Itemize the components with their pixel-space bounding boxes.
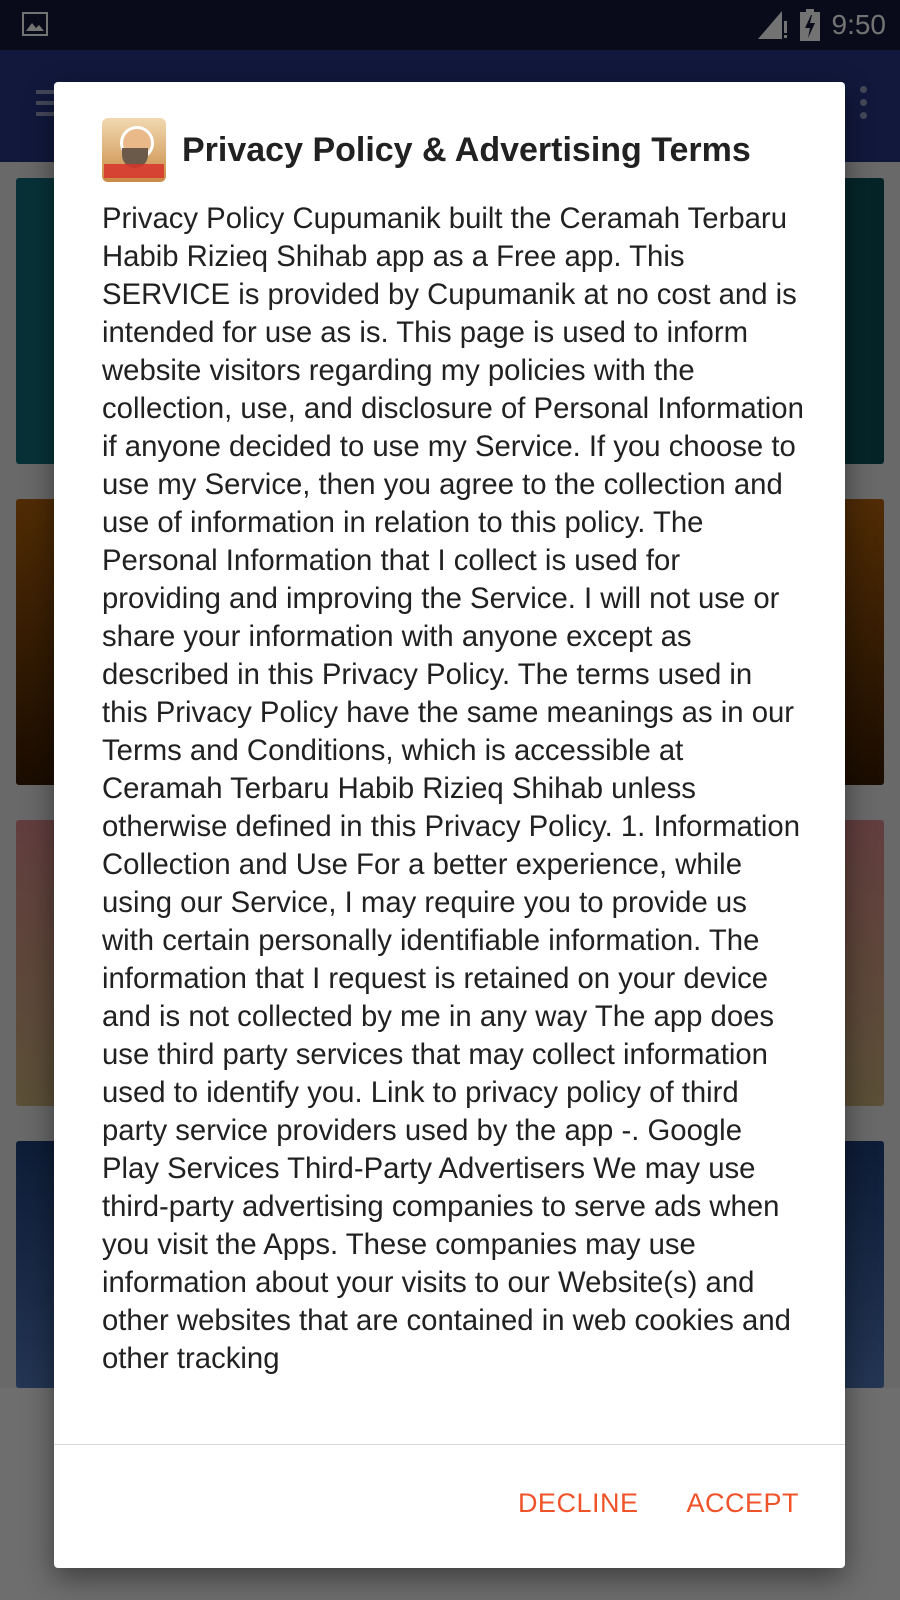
dialog-header xyxy=(102,118,815,182)
accept-button[interactable]: ACCEPT xyxy=(686,1488,799,1518)
privacy-dialog xyxy=(54,82,845,1568)
app-logo-icon xyxy=(102,118,166,182)
divider xyxy=(54,1444,845,1445)
decline-button[interactable]: DECLINE xyxy=(517,1488,639,1518)
dialog-body-text[interactable]: Privacy Policy Cupumanik built the Ceramah Terbaru Habib Rizieq Shihab app as a Free app. This SERVICE is provided by Cupumanik at no cost and is intended for use as is. This page is used to inform website visitors regarding my policies with the collection, use, and disclosure of Personal Information if anyone decided to use my Service. If you choose to use my Service, then you agree to the collection and use of information in relation to this policy. The Personal Information that I collect is used for providing and improving the Service. I will not use or share your information with anyone except as described in this Privacy Policy. The terms used in this Privacy Policy have the same meanings as in our Terms and Conditions, which is accessible at Ceramah Terbaru Habib Rizieq Shihab unless otherwise defined in this Privacy Policy. 1. Information Collection and Use For a better experience, while using our Service, I may require you to provide us with certain personally identifiable information. The information that I request is retained on your device and is not collected by me in any way The app does use third party services that may collect information used to identify you. Link to privacy policy of third party service providers used by the app -. Google Play Services Third-Party Advertisers We may use third-party advertising companies to serve ads when you visit the Apps. These companies may use information about your visits to our Website(s) and other websites that are contained in web cookies and other tracking xyxy=(102,202,804,1375)
dialog-title: Privacy Policy & Advertising Terms xyxy=(182,130,751,169)
dialog-actions xyxy=(518,1488,799,1519)
